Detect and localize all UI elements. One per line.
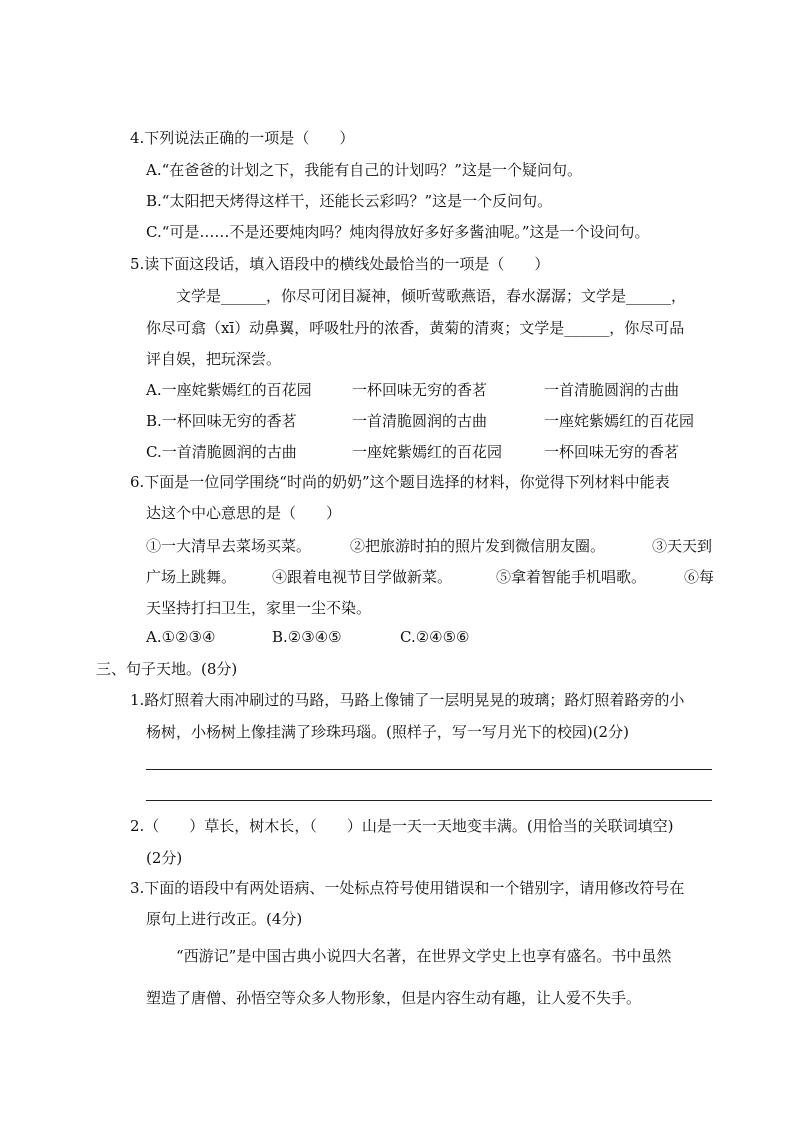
q5-passage-line: 评自娱，把玩深尝。: [146, 350, 282, 368]
s3-q3-line: 原句上进行改正。(4分): [146, 910, 303, 928]
q6-choice-c: C.②④⑤⑥: [400, 628, 470, 646]
section-3-title: 三、句子天地。(8分): [96, 660, 238, 678]
q6-material-6-cont: 天坚持打扫卫生，家里一尘不染。: [146, 599, 372, 617]
answer-line[interactable]: [146, 769, 712, 770]
q6-material-3: ③天天到: [652, 537, 713, 555]
answer-line[interactable]: [146, 800, 712, 801]
q5-passage-line: 文学是______，你尽可闭目凝神，倾听莺歌燕语，春水潺潺；文学是______，: [176, 287, 687, 305]
q4-option-b: B.“太阳把天烤得这样干，还能长云彩吗？”这是一个反问句。: [146, 192, 553, 210]
s3-q3-line: 3.下面的语段中有两处语病、一处标点符号使用错误和一个错别字，请用修改符号在: [130, 879, 685, 897]
q5-passage-line: 你尽可翕（xī）动鼻翼，呼吸牡丹的浓香，黄菊的清爽；文学是______，你尽可品: [146, 319, 685, 337]
s3-q2-line: 2.（ ）草长，树木长，（ ）山是一天一天地变丰满。(用恰当的关联词填空): [130, 817, 674, 835]
q5-option-a-part2: 一杯回味无穷的香茗: [352, 381, 488, 399]
s3-q3-passage-line: 塑造了唐僧、孙悟空等众多人物形象，但是内容生动有趣，让人爱不失手。: [146, 989, 642, 1007]
q5-option-b-part3: 一座姹紫嫣红的百花园: [544, 412, 695, 430]
s3-q1-line: 杨树，小杨树上像挂满了珍珠玛瑙。(照样子，写一写月光下的校园)(2分): [146, 723, 629, 741]
q5-option-b-part1: B.一杯回味无穷的香茗: [146, 412, 297, 430]
q5-option-c-part2: 一座姹紫嫣红的百花园: [352, 443, 503, 461]
q5-stem: 5.读下面这段话，填入语段中的横线处最恰当的一项是（ ）: [130, 255, 550, 273]
q5-option-c-part1: C.一首清脆圆润的古曲: [146, 443, 297, 461]
q6-material-3-cont: 广场上跳舞。: [146, 568, 237, 586]
q6-choice-b: B.②③④⑤: [272, 628, 342, 646]
q5-option-a-part3: 一首清脆圆润的古曲: [544, 381, 680, 399]
q6-material-4: ④跟着电视节目学做新菜。: [272, 568, 453, 586]
q6-stem-line: 达这个中心意思的是（ ）: [146, 504, 342, 522]
s3-q2-score: (2分): [146, 849, 183, 867]
q6-material-5: ⑤拿着智能手机唱歌。: [496, 568, 647, 586]
q4-option-c: C.“可是……不是还要炖肉吗？炖肉得放好多好多酱油呢。”这是一个设问句。: [146, 223, 650, 241]
q6-material-1: ①一大清早去菜场买菜。: [146, 537, 312, 555]
q6-material-6: ⑥每: [684, 568, 715, 586]
q6-choice-a: A.①②③④: [146, 628, 216, 646]
q6-stem-line: 6.下面是一位同学围绕“时尚的奶奶”这个题目选择的材料，你觉得下列材料中能表: [130, 473, 670, 491]
s3-q1-line: 1.路灯照着大雨冲刷过的马路，马路上像铺了一层明晃晃的玻璃；路灯照着路旁的小: [130, 691, 685, 709]
q4-option-a: A.“在爸爸的计划之下，我能有自己的计划吗？”这是一个疑问句。: [146, 161, 582, 179]
q6-material-2: ②把旅游时拍的照片发到微信朋友圈。: [350, 537, 606, 555]
q5-option-b-part2: 一首清脆圆润的古曲: [352, 412, 488, 430]
q4-stem: 4.下列说法正确的一项是（ ）: [130, 129, 355, 147]
q5-option-a-part1: A.一座姹紫嫣红的百花园: [146, 381, 312, 399]
s3-q3-passage-line: “西游记”是中国古典小说四大名著，在世界文学史上也享有盛名。书中虽然: [176, 947, 672, 965]
q5-option-c-part3: 一杯回味无穷的香茗: [544, 443, 680, 461]
